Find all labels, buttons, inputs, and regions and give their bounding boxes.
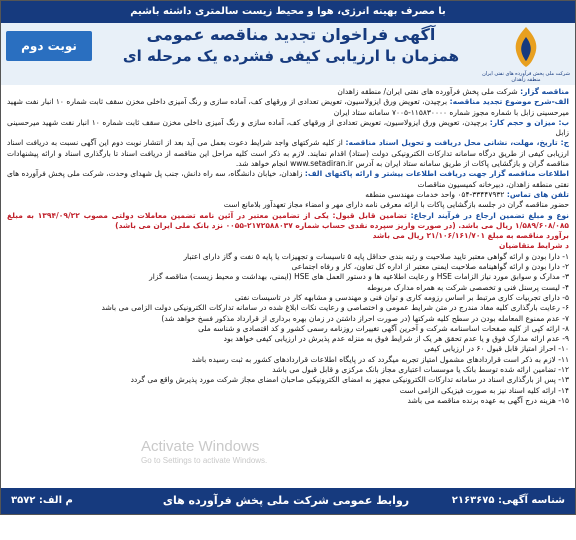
requirement-item: ۱۲- تضامین ارائه شده توسط بانک یا موسسات اعتباری مجاز بانک مرکزی و قابل قبول می باشد [272,365,569,375]
requirement-item: ۵- دارای تجربیات کاری مرتبط بر اساس رزومه کاری و توان فنی و مهندسی و مشابهه کار در تاسیسات نفتی [234,292,569,302]
paragraph: ج: تاریخ، مهلت، نشانی محل دریافت و تحویل اسناد مناقصه: از کلیه شرکتهای واجد شرایط دعوت بعمل می آید بعد از انتشار نوبت دوم این آگهی نسبت به دریافت اسناد ارزیابی کیفی از طریق درگاه سامانه تدارکات الکترونیکی دولت (ستاد) اقدام نمایند. لازم به ذکر است کلیه مراحل این مناقصه از دریافت اسناد تا بارگذاری اسناد و ارائه پیشنهادات مناقصه گران و بازگشایی پاکات از طریق سامانه ستاد ایران به آدرس www.setadiran.ir انجام خواهد شد. [7,138,569,169]
requirement-item: ۱۵- هزینه درج آگهی به عهده برنده مناقصه می باشد [407,395,569,405]
requirements-title: د شرایط متقاضیان [499,241,569,251]
flame-logo-icon [482,25,570,83]
requirement-item: ۹- عدم ارائه مدارک فوق و یا عدم تحقق هر یک از شرایط فوق به منزله عدم پذیرش در ارزیابی کیفی خواهد بود [223,334,569,344]
requirement-item: ۳- مدارک و سوابق مورد نیاز الزامات HSE و رعایت اطلاعیه ها و دستور العمل های HSE (ایمنی، بهداشت و محیط زیست) مناقصه گزار [149,272,569,282]
requirement-item: ۸- ارائه کپی از کلیه صفحات اساسنامه شرکت و آخرین آگهی تغییرات روزنامه رسمی کشور و کد اقتصادی و شناسه ملی [198,323,569,333]
paragraph: نوع و مبلغ تضمین ارجاع در فرآیند ارجاع: تضامین قابل قبول: یکی از تضامین معتبر در آئین نامه تضمین معاملات دولتی مصوب ۱۳۹۴/۰۹/۲۲ به مبلغ ۱/۵۸۹/۶۰۸/۰۸۵ ریال می باشد. (در صورت واریز سپرده نقدی حساب شماره ۲۱۷۲۵۸۸۰۳۷-۰۰۵۵ نزد بانک ملی ایران می باشد) [7,210,569,230]
footer-public-relations: روابط عمومی شرکت ملی پخش فرآورده های نفتی منطقه زاهدان [162,494,410,533]
requirement-item: ۱۰- احراز امتیاز قابل قبول ۶۰ در ارزیابی کیفی [424,344,569,354]
paragraph: ب: میزان و حجم کار: برچیدن، تعویض ورق ایزولاسیون، تعویض تعدادی از ورقهای کف، آماده سازی و رنگ آمیزی داخلی مخزن سقف ثابت شماره ۱۰ انبار نفت شهید میرحسینی زابل [7,117,569,138]
ad-title-line2: همزمان با ارزیابی کیفی فشرده یک مرحله ای [122,47,460,65]
ad-id: شناسه آگهی: ۲۱۶۳۶۷۵ [451,495,565,506]
ad-reference-number: م الف: ۳۵۷۲ [11,495,73,506]
activate-windows-watermark: Activate Windows [141,438,260,455]
ad-title-line1: آگهی فراخوان تجدید مناقصه عمومی [146,25,436,44]
activate-windows-subtext: Go to Settings to activate Windows. [141,456,268,465]
requirement-item: ۴- لیست پرسنل فنی و تخصصی شرکت به همراه مدارک مربوطه [367,282,569,292]
paragraph: برآورد مناقصه به مبلغ ۲۱/۱۰۶/۱۶۱/۷۰۱ ریال می باشد [372,231,569,241]
requirement-item: ۱۴- ارائه کلیه اسناد نیز به صورت فیزیکی الزامی است [399,385,569,395]
requirement-item: ۱- دارا بودن و ارائه گواهی معتبر تایید صلاحیت و رتبه بندی حداقل پایه ۵ تاسیسات و تجهیزات یا پایه ۵ نفت و گاز دارای اعتبار [183,251,569,261]
requirement-item: ۱۳- پس از بارگذاری اسناد در سامانه تدارکات الکترونیکی مجهز به امضای الکترونیکی صاحبان امضای مجاز شرکت مورد پذیرش واقع می گردد [130,375,569,385]
requirement-item: ۶- رعایت بارگذاری کلیه مفاد مندرج در متن شرایط عمومی و اختصاصی و رعایت نکات ابلاغ شده در سامانه تدارکات الکترونیکی دولت الزامی می باشد [101,303,569,313]
ad-footer [1,488,575,533]
second-notice-badge: نوبت دوم [6,31,92,61]
paragraph: اطلاعات مناقصه گزار جهت دریافت اطلاعات بیشتر و ارائه پاکتهای الف: زاهدان، خیابان دانشگاه، سه راه دانش، جنب پل شهدای وحدت، شرکت ملی پخش فرآورده های نفتی منطقه زاهدان، دبیرخانه کمیسیون مناقصات [7,169,569,189]
paragraph: تلفن های تماس: ۳۳۴۴۷۹۳۲-۰۵۴ واحد خدمات مهندسی منطقه [365,189,569,199]
ad-body [7,87,569,459]
logo-caption: شرکت ملی پخش فرآورده های نفتی ایران [482,71,570,77]
top-banner: با مصرف بهینه انرژی، هوا و محیط زیست سالمتری داشته باشیم [1,1,575,23]
requirement-item: ۱۱- لازم به ذکر است قراردادهای مشمول امتیاز تجربه میگردد که در پایگاه اطلاعات قراردادهای کشور به ثبت رسیده باشد [191,354,569,364]
paragraph: مناقصه گزار: شرکت ملی پخش فرآورده های نفتی ایران/ منطقه زاهدان [337,87,569,96]
requirement-item: ۷- عدم ممنوع المعامله بودن در سطح کلیه شرکتها (در صورت احراز داشتن در زمان بهره برداری از قرارداد مذکور فسخ خواهد شد) [161,313,569,323]
paragraph: حضور مناقصه گران در جلسه بازگشایی پاکات با ارائه معرفی نامه دارای مهر و امضاء مجاز تعهدآور بلامانع است [223,200,569,210]
logo-subcaption: منطقه زاهدان [511,77,541,83]
company-logo [482,25,570,83]
paragraph: الف-شرح موضوع تجدید مناقصه: برچیدن، تعویض ورق ایزولاسیون، تعویض تعدادی از ورقهای کف، آماده سازی و رنگ آمیزی داخلی مخزن سقف ثابت شماره ۱۰ انبار نفت شهید میرحسینی زابل با شماره مجوز شماره ۱۱۵۸۳۰۰۰۰-۷۰۰۵ سامانه ستاد ایران [7,97,570,117]
requirement-item: ۲- دارا بودن و ارائه گواهینامه صلاحیت ایمنی معتبر از اداره کل تعاون، کار و رفاه اجتماعی [291,262,569,272]
